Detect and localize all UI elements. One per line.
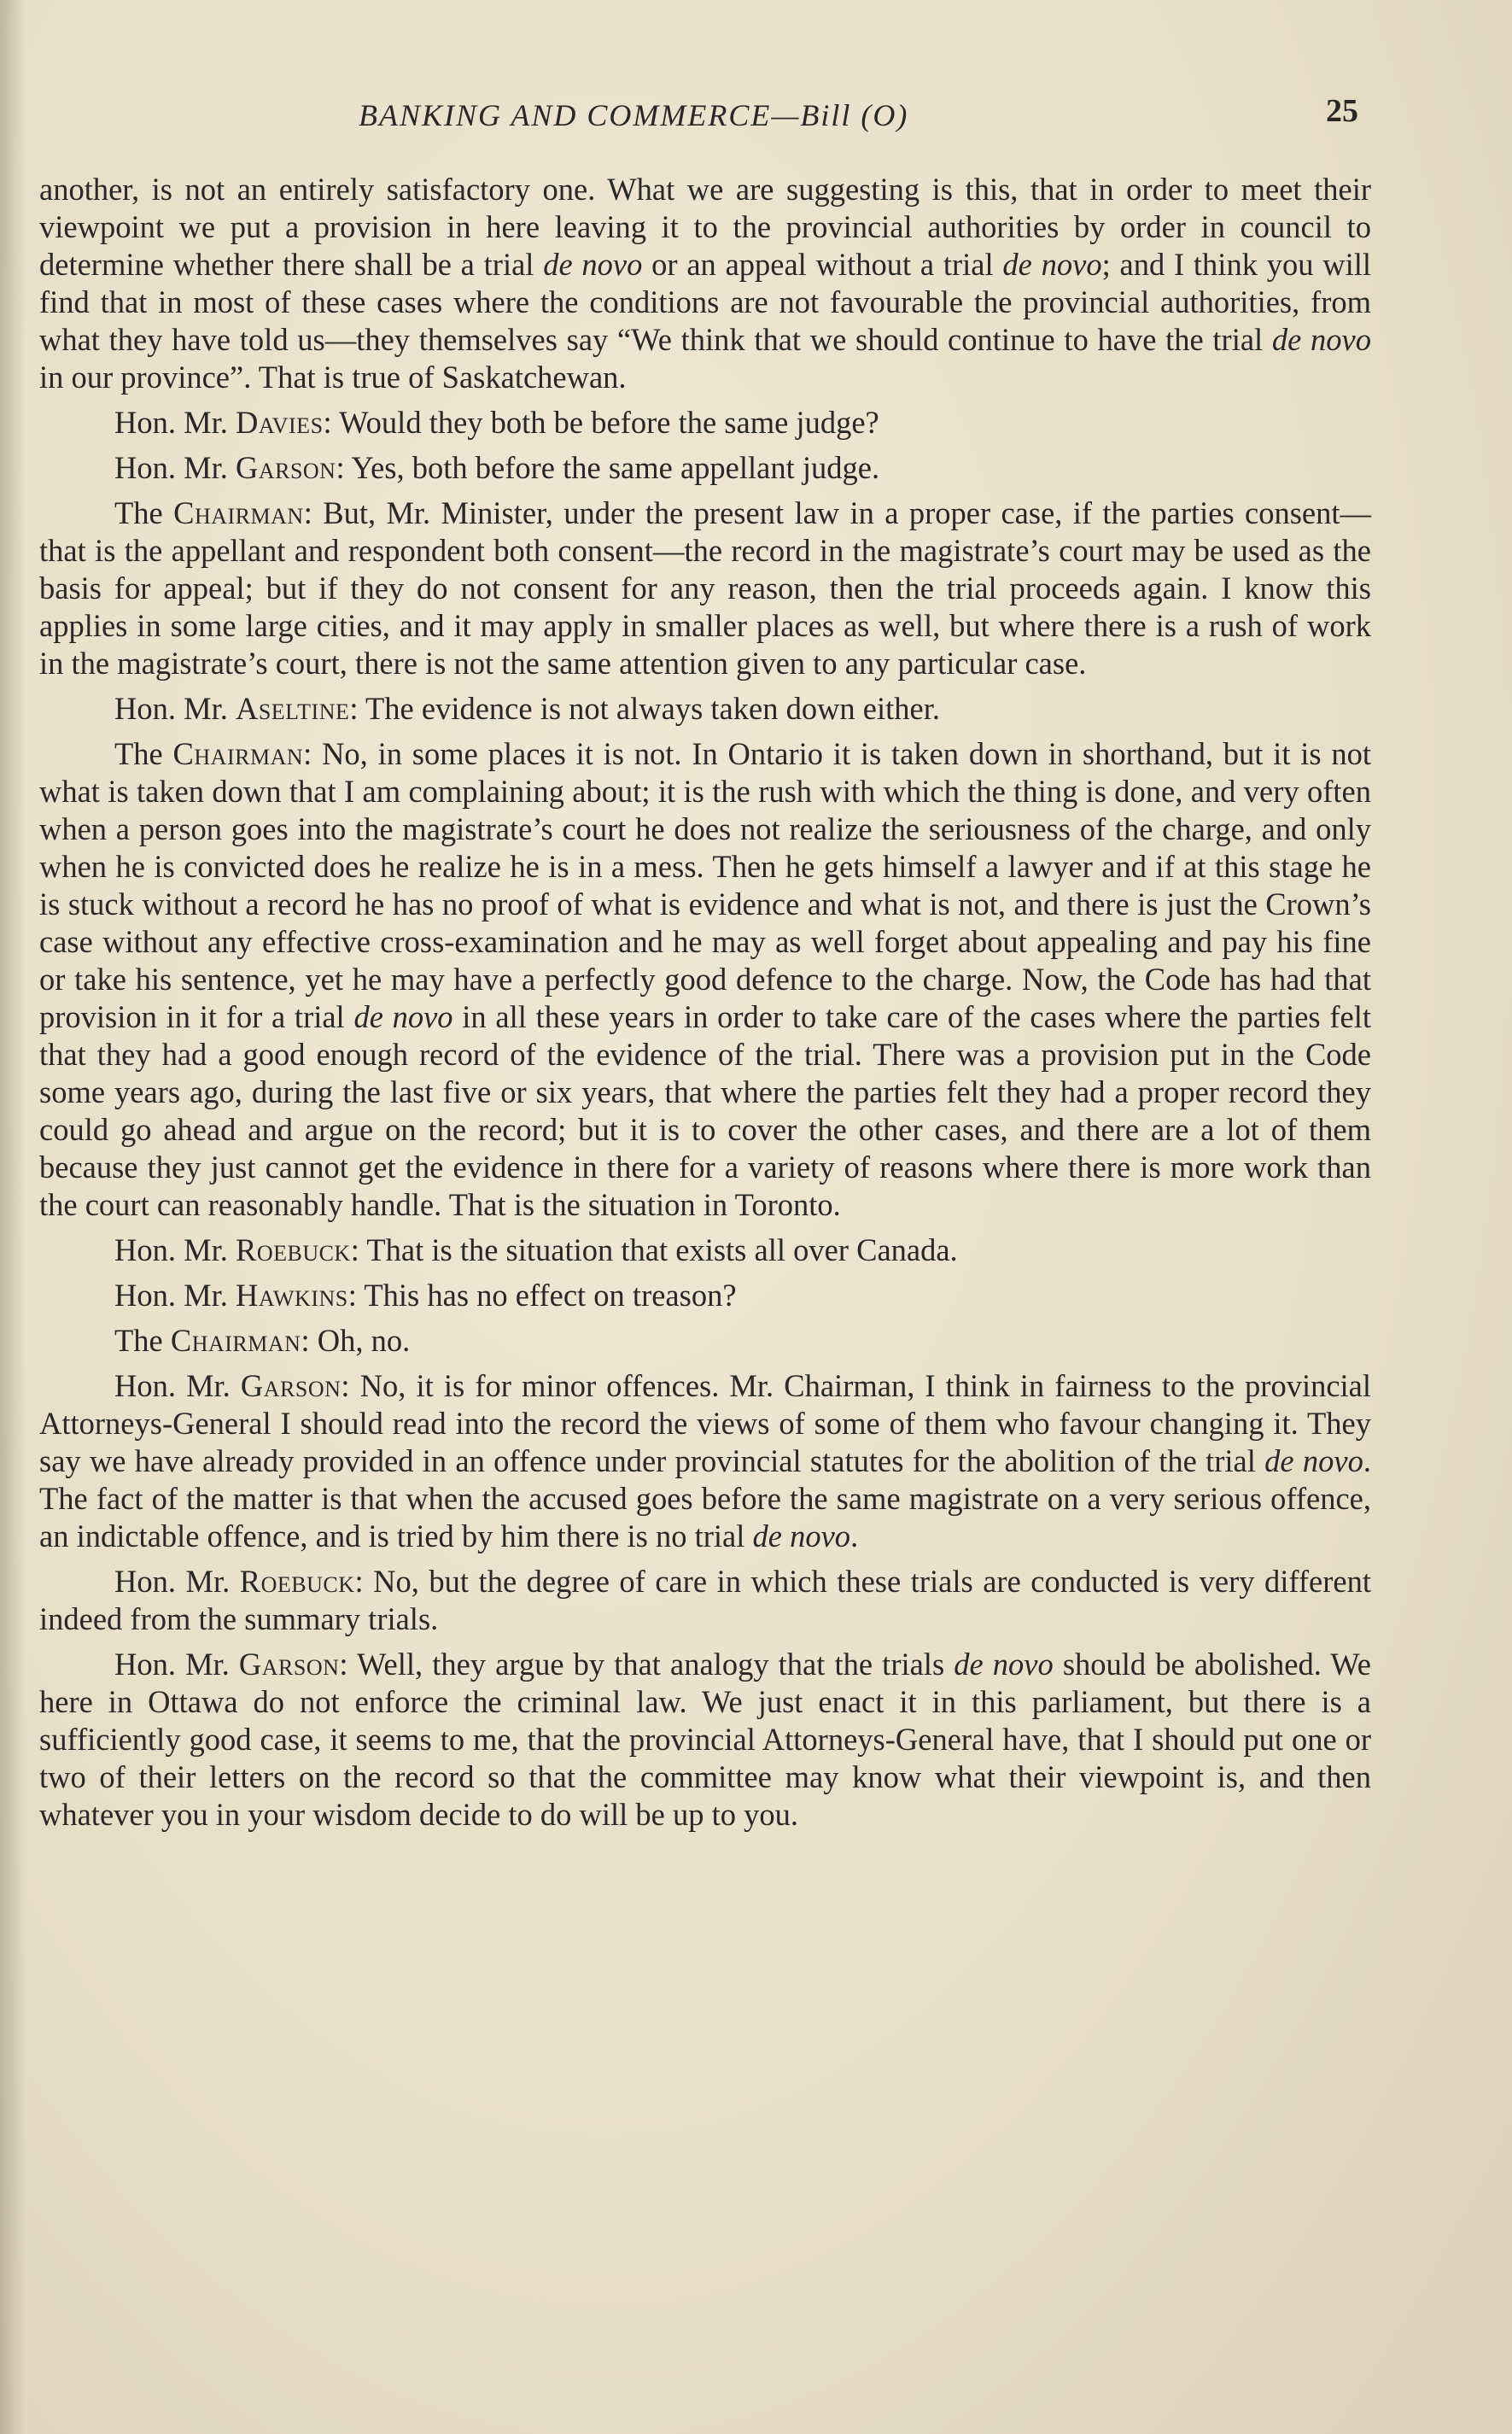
speaker-title: The — [114, 1323, 163, 1358]
speaker-name: Aseltine — [235, 691, 350, 726]
paragraph-text: No, but the degree of care in which these trials are conducted is very different indeed from the summary trials. — [39, 1564, 1371, 1636]
transcript-paragraph — [39, 1367, 1371, 1555]
speaker-colon: : — [301, 1323, 310, 1358]
speaker-colon: : — [349, 691, 359, 726]
italic-term: de novo — [752, 1518, 851, 1553]
speaker-colon: : — [354, 1564, 364, 1599]
paragraph-text: ; and I think you will find that in most of these cases where the conditions are not favourable the provincial authorities, from what they have told us—they themselves say “We think that we should continue to have the trial — [39, 247, 1372, 357]
speaker-colon: : — [303, 495, 312, 530]
transcript-paragraph — [39, 1563, 1371, 1638]
speaker-title: The — [114, 736, 163, 771]
speaker-title: Hon. Mr. — [114, 1278, 228, 1313]
italic-term: de novo — [954, 1647, 1054, 1682]
transcript-paragraph — [39, 735, 1371, 1224]
speaker-title: The — [114, 495, 163, 530]
paragraph-text: This has no effect on treason? — [364, 1278, 737, 1313]
speaker-colon: : — [350, 1232, 359, 1267]
paragraph-text: Yes, both before the same appellant judge. — [351, 450, 880, 485]
page-edge-shadow — [0, 0, 26, 2434]
speaker-colon: : — [347, 1278, 357, 1313]
speaker-name: Garson — [238, 1647, 340, 1682]
speaker-name: Hawkins — [235, 1278, 348, 1313]
paragraph-text: in our province”. That is true of Saskatchewan. — [39, 360, 627, 395]
transcript-paragraph — [39, 494, 1371, 682]
italic-term: de novo — [1271, 322, 1371, 357]
transcript-paragraph — [39, 449, 1371, 487]
speaker-name: Roebuck — [239, 1564, 355, 1599]
transcript-body — [39, 171, 1371, 1841]
paragraph-text: The evidence is not always taken down either. — [365, 691, 941, 726]
speaker-name: Chairman — [172, 736, 304, 771]
page-number: 25 — [1326, 93, 1358, 129]
speaker-title: Hon. Mr. — [114, 1368, 231, 1403]
italic-term: de novo — [543, 247, 643, 282]
italic-term: de novo — [353, 999, 453, 1034]
paragraph-text: No, in some places it is not. In Ontario it is taken down in shorthand, but it is not what is taken down that I am complaining about; it is the rush with which the thing is done, and very often when a person goes into the magistrate’s court he does not realize the seriousness of the charge, and only when he is convicted does he realize he is in a mess. Then he gets himself a lawyer and if at this stage he is stuck without a record he has no proof of what is evidence and what is not, and there is just the Crown’s case without any effective cross-examination and he may as well forget about appealing and pay his fine or take his sentence, yet he may have a perfectly good defence to the charge. Now, the Code has had that provision in it for a trial — [39, 736, 1372, 1034]
transcript-paragraph — [39, 1232, 1371, 1269]
paragraph-text: . — [850, 1518, 859, 1553]
transcript-paragraph — [39, 404, 1371, 442]
speaker-title: Hon. Mr. — [114, 405, 228, 440]
italic-term: de novo — [1002, 247, 1102, 282]
paragraph-text: in all these years in order to take care of the cases where the parties felt that they had a good enough record of the evidence of the trial. There was a provision put in the Code some years ago, during the last five or six years, that where the parties felt they had a proper record they could go ahead and argue on the record; but it is to cover the other cases, and there are a lot of them because they just cannot get the evidence in there for a variety of reasons where there is more work than the court can reasonably handle. That is the situation in Toronto. — [39, 999, 1371, 1222]
transcript-paragraph — [39, 1646, 1371, 1834]
paragraph-text: Would they both be before the same judge? — [339, 405, 879, 440]
transcript-paragraph — [39, 1277, 1371, 1314]
paragraph-text: Well, they argue by that analogy that the trials — [356, 1647, 954, 1682]
running-head: BANKING AND COMMERCE—Bill (O) — [359, 98, 909, 132]
paragraph-text: Oh, no. — [317, 1323, 411, 1358]
paragraph-text: . The fact of the matter is that when the accused goes before the same magistrate on a very serious offence, an indictable offence, and is tried by him there is no trial — [39, 1443, 1371, 1553]
paragraph-text: another, is not an entirely satisfactory one. What we are suggesting is this, that in order to meet their viewpoint we put a provision in here leaving it to the provincial authorities by order in council to determine whether there shall be a trial — [39, 172, 1371, 282]
italic-term: de novo — [1264, 1443, 1363, 1478]
speaker-title: Hon. Mr. — [114, 691, 228, 726]
speaker-name: Davies — [235, 405, 324, 440]
transcript-paragraph — [39, 690, 1371, 728]
speaker-name: Chairman — [173, 495, 304, 530]
speaker-title: Hon. Mr. — [114, 1647, 230, 1682]
paragraph-text: or an appeal without a trial — [642, 247, 1003, 282]
speaker-name: Roebuck — [235, 1232, 351, 1267]
speaker-title: Hon. Mr. — [114, 1232, 228, 1267]
paragraph-text: should be abolished. We here in Ottawa do not enforce the criminal law. We just enact it in this parliament, but there is a sufficiently good case, it seems to me, that the provincial Attorneys-General have, that I should put one or two of their letters on the record so that the committee may know what their viewpoint is, and then whatever you in your wisdom decide to do will be up to you. — [39, 1647, 1371, 1832]
transcript-paragraph — [39, 1322, 1371, 1360]
speaker-colon: : — [303, 736, 312, 771]
speaker-colon: : — [336, 450, 345, 485]
paragraph-text: But, Mr. Minister, under the present law in a proper case, if the parties consent—that is the appellant and respondent both consent—the record in the magistrate’s court may be used as the basis for appeal; but if they do not consent for any reason, then the trial proceeds again. I know this applies in some large cities, and it may apply in smaller places as well, but where there is a rush of work in the magistrate’s court, there is not the same attention given to any particular case. — [39, 495, 1372, 681]
speaker-name: Garson — [240, 1368, 342, 1403]
speaker-colon: : — [341, 1368, 350, 1403]
speaker-colon: : — [339, 1647, 348, 1682]
speaker-name: Garson — [235, 450, 336, 485]
paragraph-text: That is the situation that exists all over Canada. — [366, 1232, 958, 1267]
paragraph-text: No, it is for minor offences. Mr. Chairman, I think in fairness to the provincial Attorneys-General I should read into the record the views of some of them who favour changing it. They say we have already provided in an offence under provincial statutes for the abolition of the trial — [39, 1368, 1372, 1478]
speaker-title: Hon. Mr. — [114, 1564, 231, 1599]
speaker-colon: : — [323, 405, 332, 440]
speaker-title: Hon. Mr. — [114, 450, 228, 485]
speaker-name: Chairman — [170, 1323, 301, 1358]
transcript-paragraph — [39, 171, 1371, 396]
page-header — [0, 92, 1512, 143]
